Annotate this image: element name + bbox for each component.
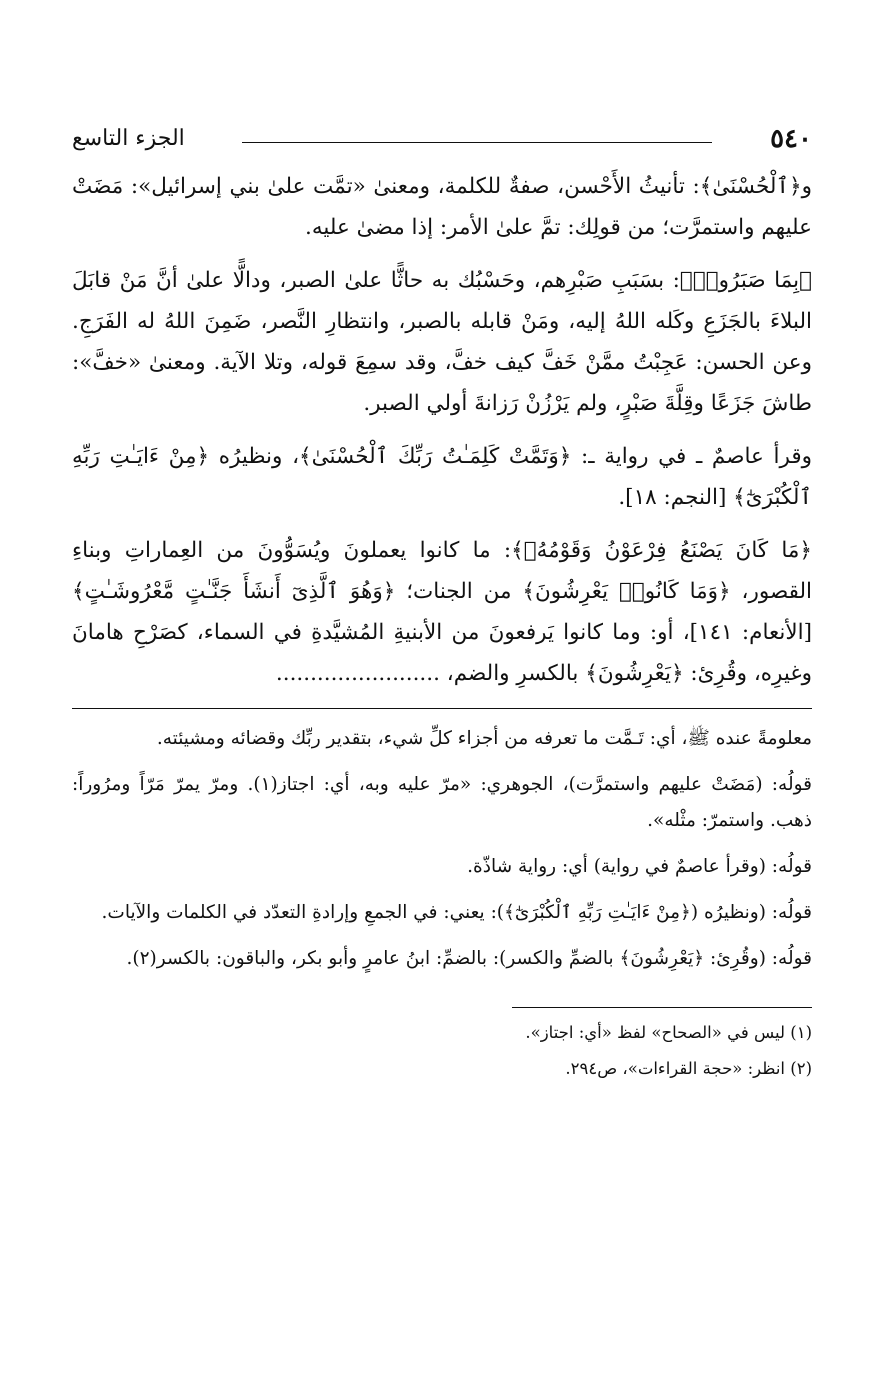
main-paragraph: ﴿مَا كَانَ يَصْنَعُ فِرْعَوْنُ وَقَوْمُهُۥ﴾: ما كانوا يعملونَ ويُسَوُّونَ من العِماراتِ وبناءِ القصور، ﴿وَمَا كَانُوا۟ يَعْرِشُونَ﴾ من الجنات؛ ﴿وَهُوَ ٱلَّذِىٓ أَنشَأَ جَنَّـٰتٍ مَّعْرُوشَـٰتٍ﴾ [الأنعام: ١٤١]، أو: وما كانوا يَرفعونَ من الأبنيةِ المُشيَّدةِ في السماء، كصَرْحِ هامانَ وغيرِه، وقُرِئ: ﴿يَعْرِشُونَ﴾ بالكسرِ والضم، ........................ [72,538,813,686]
main-paragraph: وقرأ عاصمٌ ـ في رواية ـ: ﴿وَتَمَّتْ كَلِمَـٰتُ رَبِّكَ ٱلْحُسْنَىٰ﴾، ونظيرُه ﴿مِنْ ءَايَـٰتِ رَبِّهِ ٱلْكُبْرَىٰٓ﴾ [النجم: ١٨]. [72,444,812,510]
footnotes [72,1018,812,1084]
running-title: الجزء التاسع [72,126,185,151]
page-header [72,110,812,166]
header-rule [242,142,712,143]
commentary [72,721,812,977]
main-text [72,166,812,694]
commentary-paragraph: قولُه: (ونظيرُه (﴿مِنْ ءَايَـٰتِ رَبِّهِ ٱلْكُبْرَىٰٓ﴾): يعني: في الجمعِ وإرادةِ التعدّد في الكلمات والآيات. [101,902,812,923]
section-divider [72,708,812,709]
book-page [72,110,812,1310]
commentary-paragraph: قولُه: (مَضَتْ عليهم واستمرَّت)، الجوهري: «مرّ عليه وبه، أي: اجتاز(١). ومرّ يمرّ مَرّاً ومرُوراً: ذهب. واستمرّ: مثْله». [72,774,812,831]
main-paragraph: ﴿بِمَا صَبَرُوا۟﴾: بسَبَبِ صَبْرِهم، وحَسْبُك به حاثًّا علىٰ الصبر، ودالًّا علىٰ أنَّ مَنْ قابَلَ البلاءَ بالجَزَعِ وكَله اللهُ إليه، ومَنْ قابله بالصبر، وانتظارِ النَّصر، ضَمِنَ اللهُ له الفَرَجِ. وعن الحسن: عَجِبْتُ ممَّنْ خَفَّ كيف خفَّ، وقد سمِعَ قوله، وتلا الآية. ومعنىٰ «خفَّ»: طاشَ جَزَعًا وقِلَّةَ صَبْرٍ، ولم يَرْزُنْ رَزانةَ أولي الصبر. [72,268,812,416]
commentary-paragraph: قولُه: (وقُرِئ: ﴿يَعْرِشُونَ﴾ بالضمِّ والكسر): بالضمِّ: ابنُ عامرٍ وأبو بكر، والباقون: بالكسر(٢). [126,948,812,969]
main-paragraph: و﴿ٱلْحُسْنَىٰ﴾: تأنيثُ الأَحْسن، صفةٌ للكلمة، ومعنىٰ «تمَّت علىٰ بني إسرائيل»: مَضَتْ عليهم واستمرَّت؛ من قولِك: تمَّ علىٰ الأمر: إذا مضىٰ عليه. [72,174,812,240]
commentary-paragraph: معلومةً عنده ﷺ، أي: تَـمَّت ما تعرفه من أجزاء كلِّ شيء، بتقدير ربِّك وقضائه ومشيئته. [156,728,812,749]
page-number: ٥٤٠ [770,124,812,154]
footnote: (١) ليس في «الصحاح» لفظ «أي: اجتاز». [525,1023,812,1042]
footnote: (٢) انظر: «حجة القراءات»، ص٢٩٤. [565,1059,812,1078]
footnote-rule [512,1007,812,1008]
commentary-paragraph: قولُه: (وقرأ عاصمٌ في رواية) أي: رواية شاذّة. [467,856,812,877]
